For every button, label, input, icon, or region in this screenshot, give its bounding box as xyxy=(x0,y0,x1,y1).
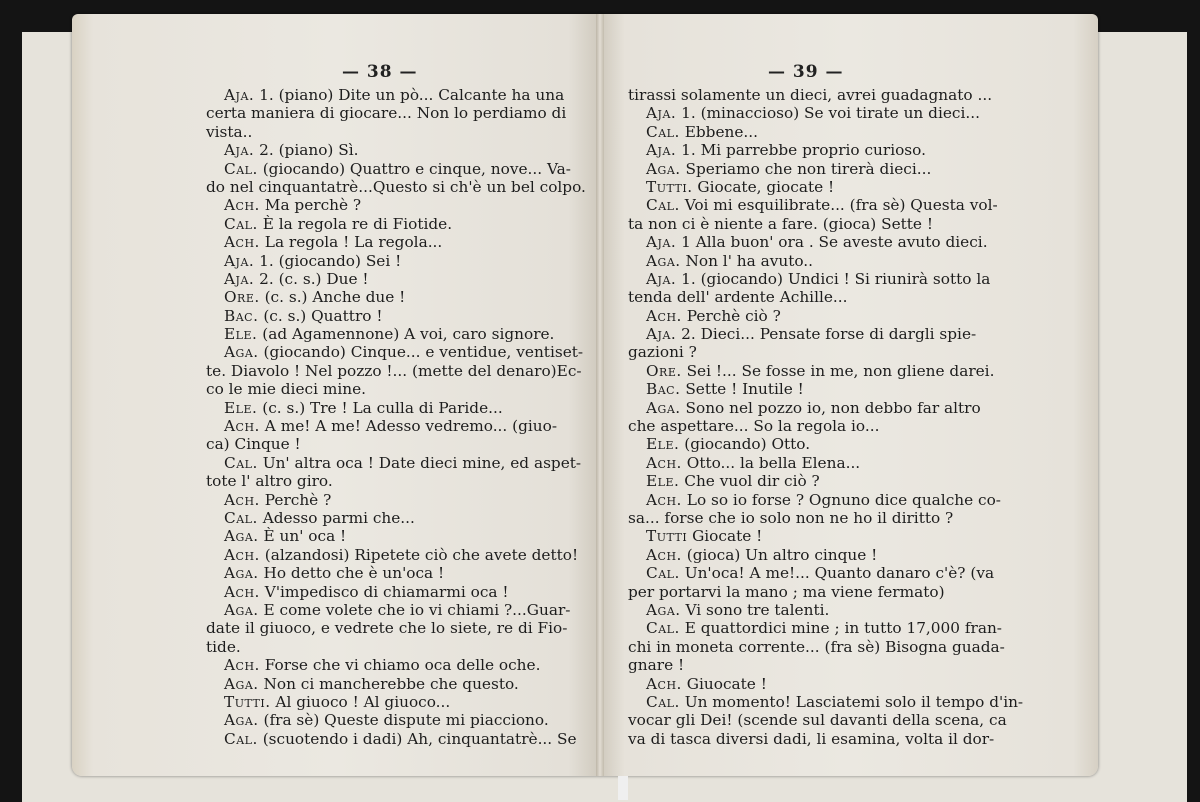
text-line: Aga. Non ci mancherebbe che questo. xyxy=(224,674,519,693)
text-line: Ach. (alzandosi) Ripetete ciò che avete detto! xyxy=(224,545,579,564)
text-line: tenda dell' ardente Achille... xyxy=(628,288,848,307)
text-line: Aga. È un' oca ! xyxy=(224,527,347,546)
text-line: Ach. Forse che vi chiamo oca delle oche. xyxy=(224,656,541,675)
text-line: per portarvi la mano ; ma viene fermato) xyxy=(628,582,945,601)
right-page-text xyxy=(628,86,1074,748)
text-line: Aja. 1. (giocando) Sei ! xyxy=(224,251,402,270)
text-line: Aja. 2. (piano) Sì. xyxy=(224,141,359,160)
text-line: Aja. 1. Mi parrebbe proprio curioso. xyxy=(646,141,926,160)
text-line: Cal. Un'oca! A me!... Quanto danaro c'è? (va xyxy=(646,564,995,583)
text-line: Aja. 1 Alla buon' ora . Se aveste avuto dieci. xyxy=(646,233,988,252)
book-gutter xyxy=(596,14,604,776)
text-line: Ach. La regola ! La regola... xyxy=(224,233,443,252)
text-line: Ele. (giocando) Otto. xyxy=(646,435,811,454)
text-line: Cal. (scuotendo i dadi) Ah, cinquantatrè... Se xyxy=(224,729,577,748)
text-line: co le mie dieci mine. xyxy=(206,380,366,399)
text-line: Ach. A me! A me! Adesso vedremo... (giuo- xyxy=(224,417,558,436)
text-line: gazioni ? xyxy=(628,343,697,362)
text-line: Tutti Giocate ! xyxy=(646,527,763,546)
text-line: Aga. Sono nel pozzo io, non debbo far altro xyxy=(646,398,981,417)
text-line: Aja. 2. (c. s.) Due ! xyxy=(224,269,369,288)
text-line: Aja. 1. (minaccioso) Se voi tirate un dieci... xyxy=(646,104,980,123)
text-line: tide. xyxy=(206,637,241,656)
text-line: gnare ! xyxy=(628,656,685,675)
text-line: Aga. (giocando) Cinque... e ventidue, ventiset- xyxy=(224,343,584,362)
text-line: Aja. 1. (piano) Dite un pò... Calcante ha una xyxy=(224,86,565,104)
text-line: va di tasca diversi dadi, li esamina, volta il dor- xyxy=(628,729,995,748)
text-line: ca) Cinque ! xyxy=(206,435,301,454)
text-line: Ach. V'impedisco di chiamarmi oca ! xyxy=(224,582,509,601)
text-line: Ore. (c. s.) Anche due ! xyxy=(224,288,406,307)
text-line: do nel cinquantatrè...Questo si ch'è un bel colpo. xyxy=(206,177,586,196)
left-page-number: — 38 — xyxy=(342,62,418,82)
text-line: Cal. Un' altra oca ! Date dieci mine, ed aspet- xyxy=(224,453,582,472)
text-line: Aga. Vi sono tre talenti. xyxy=(646,600,830,619)
text-line: date il giuoco, e vedrete che lo siete, re di Fio- xyxy=(206,619,568,638)
text-line: Ele. (ad Agamennone) A voi, caro signore. xyxy=(224,325,555,344)
text-line: Aga. Ho detto che è un'oca ! xyxy=(224,564,445,583)
left-page-text xyxy=(206,86,600,748)
text-line: sa... forse che io solo non ne ho il diritto ? xyxy=(628,508,954,527)
text-line: certa maniera di giocare... Non lo perdiamo di xyxy=(206,104,567,123)
text-line: Ach. (gioca) Un altro cinque ! xyxy=(646,545,878,564)
text-line: Tutti. Al giuoco ! Al giuoco... xyxy=(224,692,451,711)
text-line: Tutti. Giocate, giocate ! xyxy=(646,177,835,196)
text-line: Ach. Ma perchè ? xyxy=(224,196,362,215)
text-line: chi in moneta corrente... (fra sè) Bisogna guada- xyxy=(628,637,1005,656)
text-line: Ele. Che vuol dir ciò ? xyxy=(646,472,820,491)
text-line: Ach. Otto... la bella Elena... xyxy=(646,453,861,472)
text-line: Cal. Adesso parmi che... xyxy=(224,508,415,527)
left-page xyxy=(72,14,600,776)
text-line: Cal. Voi mi esquilibrate... (fra sè) Questa vol- xyxy=(646,196,998,215)
text-line: tirassi solamente un dieci, avrei guadagnato ... xyxy=(628,86,993,104)
text-line: Cal. Un momento! Lasciatemi solo il tempo d'in- xyxy=(646,692,1024,711)
text-line: Aga. E come volete che io vi chiami ?...Guar- xyxy=(224,600,571,619)
text-line: Ach. Giuocate ! xyxy=(646,674,767,693)
text-line: Cal. E quattordici mine ; in tutto 17,000 fran- xyxy=(646,619,1002,638)
text-line: Ach. Lo so io forse ? Ognuno dice qualche co- xyxy=(646,490,1001,509)
text-line: Ele. (c. s.) Tre ! La culla di Paride... xyxy=(224,398,503,417)
text-line: Ach. Perchè ? xyxy=(224,490,332,509)
text-line: Aga. (fra sè) Queste dispute mi piacciono. xyxy=(224,711,549,730)
text-line: Cal. È la regola re di Fiotide. xyxy=(224,214,453,233)
text-line: te. Diavolo ! Nel pozzo !... (mette del denaro)Ec- xyxy=(206,361,582,380)
text-line: che aspettare... So la regola io... xyxy=(628,417,880,436)
text-line: Ach. Perchè ciò ? xyxy=(646,306,781,325)
right-page-number: — 39 — xyxy=(768,62,844,82)
text-line: Bac. Sette ! Inutile ! xyxy=(646,380,804,399)
text-line: Aja. 2. Dieci... Pensate forse di dargli spie- xyxy=(646,325,977,344)
right-page xyxy=(600,14,1098,776)
text-line: ta non ci è niente a fare. (gioca) Sette ! xyxy=(628,214,933,233)
text-line: Bac. (c. s.) Quattro ! xyxy=(224,306,383,325)
text-line: Cal. Ebbene... xyxy=(646,122,758,141)
text-line: vocar gli Dei! (scende sul davanti della scena, ca xyxy=(628,711,1007,730)
page-tab xyxy=(618,776,628,800)
text-line: Aga. Speriamo che non tirerà dieci... xyxy=(646,159,932,178)
text-line: vista.. xyxy=(206,122,253,141)
text-line: Ore. Sei !... Se fosse in me, non gliene darei. xyxy=(646,361,995,380)
text-line: Aga. Non l' ha avuto.. xyxy=(646,251,814,270)
text-line: tote l' altro giro. xyxy=(206,472,333,491)
text-line: Cal. (giocando) Quattro e cinque, nove... Va- xyxy=(224,159,571,178)
text-line: Aja. 1. (giocando) Undici ! Si riunirà sotto la xyxy=(646,269,991,288)
